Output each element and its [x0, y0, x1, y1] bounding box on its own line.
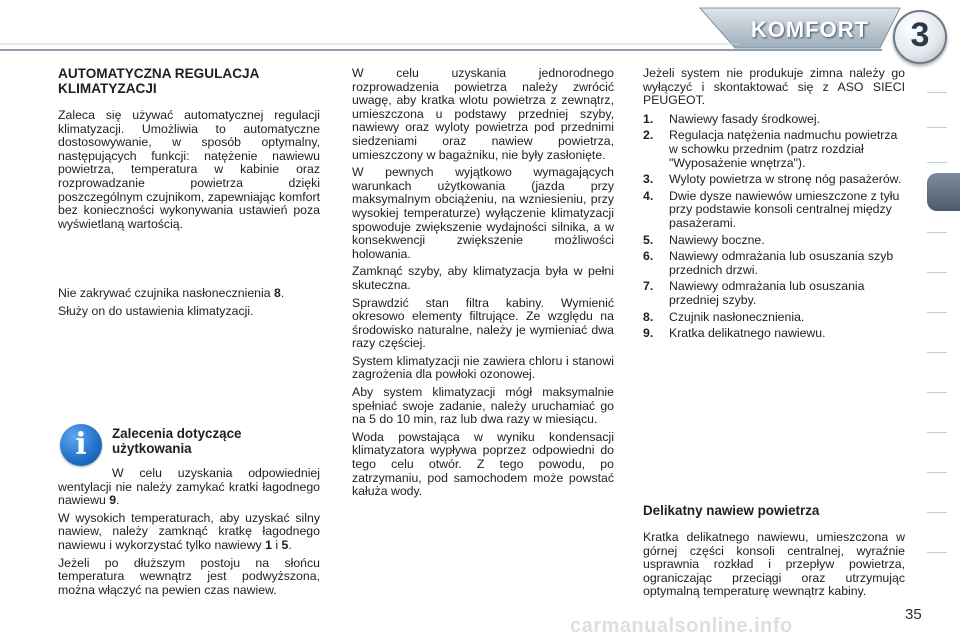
side-tab-active[interactable]	[927, 173, 960, 211]
list-item: 8. Czujnik nasłonecznienia.	[643, 309, 805, 324]
paragraph: System klimatyzacji nie zawiera chloru i stanowi zagrożenia dla powłoki ozonowej.	[352, 353, 614, 382]
tips-heading: Zalecenia dotyczące użytkowania	[112, 426, 242, 456]
list-item: 1. Nawiewy fasady środkowej.	[643, 111, 821, 126]
page-number: 35	[905, 606, 922, 623]
side-tab-divider	[927, 232, 947, 233]
paragraph: Aby system klimatyzacji mógł maksymalnie spełniać swoje zadanie, należy uruchamiać go na 5 do 10 min, raz lub dwa razy w miesiącu.	[352, 385, 614, 427]
chapter-number: 3	[910, 16, 930, 54]
side-tab-divider	[927, 512, 947, 513]
column-right	[643, 67, 905, 344]
tips-block	[58, 467, 320, 601]
column-middle	[352, 67, 614, 503]
side-tab-divider	[927, 312, 947, 313]
section-title: KOMFORT	[750, 17, 870, 42]
gentle-air-block	[643, 503, 905, 603]
paragraph: Zamknąć szyby, aby klimatyzacja była w pełni skuteczna.	[352, 264, 614, 292]
side-tab-divider	[927, 392, 947, 393]
list-item: 5. Nawiewy boczne.	[643, 232, 765, 247]
list-item: 3. Wyloty powietrza w stronę nóg pasażerów.	[643, 172, 902, 187]
gentle-air-heading: Delikatny nawiew powietrza	[643, 503, 820, 518]
section-heading: AUTOMATYCZNA REGULACJA KLIMATYZACJI	[58, 66, 259, 96]
list-item: 6. Nawiewy odmrażania lub osuszania szyb przednich drzwi.	[643, 249, 894, 277]
paragraph: W celu uzyskania jednorodnego rozprowadzenia powietrza należy zwrócić uwagę, aby kratka wlotu powietrza z zewnątrz, umieszczona u podstawy przedniej szyby, nawiewy oraz wyloty powietrza pod przednimi siedzeniami oraz nawiew powietrza, umieszczony w bagażniku, nie były zasłonięte.	[352, 66, 614, 162]
side-tab-divider	[927, 162, 947, 163]
paragraph: Woda powstająca w wyniku kondensacji klimatyzatora wypływa poprzez odpowiedni do tego celu otwór. Z tego powodu, po zatrzymaniu, pod samochodem może powstać kałuża wody.	[352, 429, 614, 499]
list-item: 9. Kratka delikatnego nawiewu.	[643, 326, 826, 341]
chapter-badge	[893, 10, 947, 64]
side-tab-divider	[927, 432, 947, 433]
side-tab-divider	[927, 352, 947, 353]
info-icon: i	[60, 424, 102, 466]
sensor-paragraph: Nie zakrywać czujnika nasłonecznienia 8.	[58, 286, 285, 301]
paragraph: Sprawdzić stan filtra kabiny. Wymienić okresowo elementy filtrujące. Ze względu na środowisko naturalne, należy je wymieniać dwa razy częściej.	[352, 295, 614, 351]
side-tab-divider	[927, 92, 947, 93]
gentle-air-paragraph: Kratka delikatnego nawiewu, umieszczona w górnej części konsoli centralnej, wyraźnie usprawnia rozkład i przepływ powietrza, ograniczając przeciągi oraz utrzymując optymalną temperaturę wewnątrz kabiny.	[643, 530, 905, 599]
sensor-use-paragraph: Służy on do ustawienia klimatyzacji.	[58, 303, 254, 318]
tip-paragraph: W celu uzyskania odpowiedniej wentylacji nie należy zamykać kratki łagodnego nawiewu 9.	[58, 466, 320, 508]
vent-legend-list	[643, 113, 905, 341]
list-item: 2. Regulacja natężenia nadmuchu powietrza w schowku przednim (patrz rozdział "Wyposażenie wnętrza").	[643, 128, 898, 170]
column-left	[58, 67, 320, 323]
intro-paragraph: Jeżeli system nie produkuje zimna należy go wyłączyć i skontaktować się z ASO SIECI PEUGEOT.	[643, 66, 905, 108]
list-item: 4. Dwie dysze nawiewów umieszczone z tyłu przy podstawie konsoli centralnej między pasażerami.	[643, 188, 900, 230]
list-item: 7. Nawiewy odmrażania lub osuszania przedniej szyby.	[643, 279, 865, 307]
side-tab-divider	[927, 272, 947, 273]
tip-paragraph: W wysokich temperaturach, aby uzyskać silny nawiew, należy zamknąć kratkę łagodnego nawiewu i wykorzystać tylko nawiewy 1 i 5.	[58, 510, 320, 552]
watermark: carmanualsonline.info	[570, 615, 793, 637]
side-tab-divider	[927, 552, 947, 553]
intro-paragraph: Zaleca się używać automatycznej regulacji klimatyzacji. Umożliwia to automatyczne dostosowywanie, w sposób optymalny, następujących funkcji: natężenie nawiewu powietrza, temperatura w kabinie oraz rozprowadzanie powietrza dzięki poszczególnym czujnikom, zapewniając komfort bez konieczności wykonywania ustawień poza wyświetlaną wartością.	[58, 108, 320, 231]
tip-paragraph: Jeżeli po dłuższym postoju na słońcu temperatura wewnątrz jest podwyższona, można włączyć na pewien czas nawiew.	[58, 555, 320, 597]
side-tab-divider	[927, 127, 947, 128]
tips-heading-box	[112, 426, 282, 469]
paragraph: W pewnych wyjątkowo wymagających warunkach użytkowania (jazda przy maksymalnym obciążeniu, na wzniesieniu, przy wysokiej temperaturze) wyłączenie klimatyzacji spowoduje zwiększenie wydajności silnika, a w konsekwencji zwiększenie możliwości holowania.	[352, 165, 614, 261]
side-tab-divider	[927, 472, 947, 473]
